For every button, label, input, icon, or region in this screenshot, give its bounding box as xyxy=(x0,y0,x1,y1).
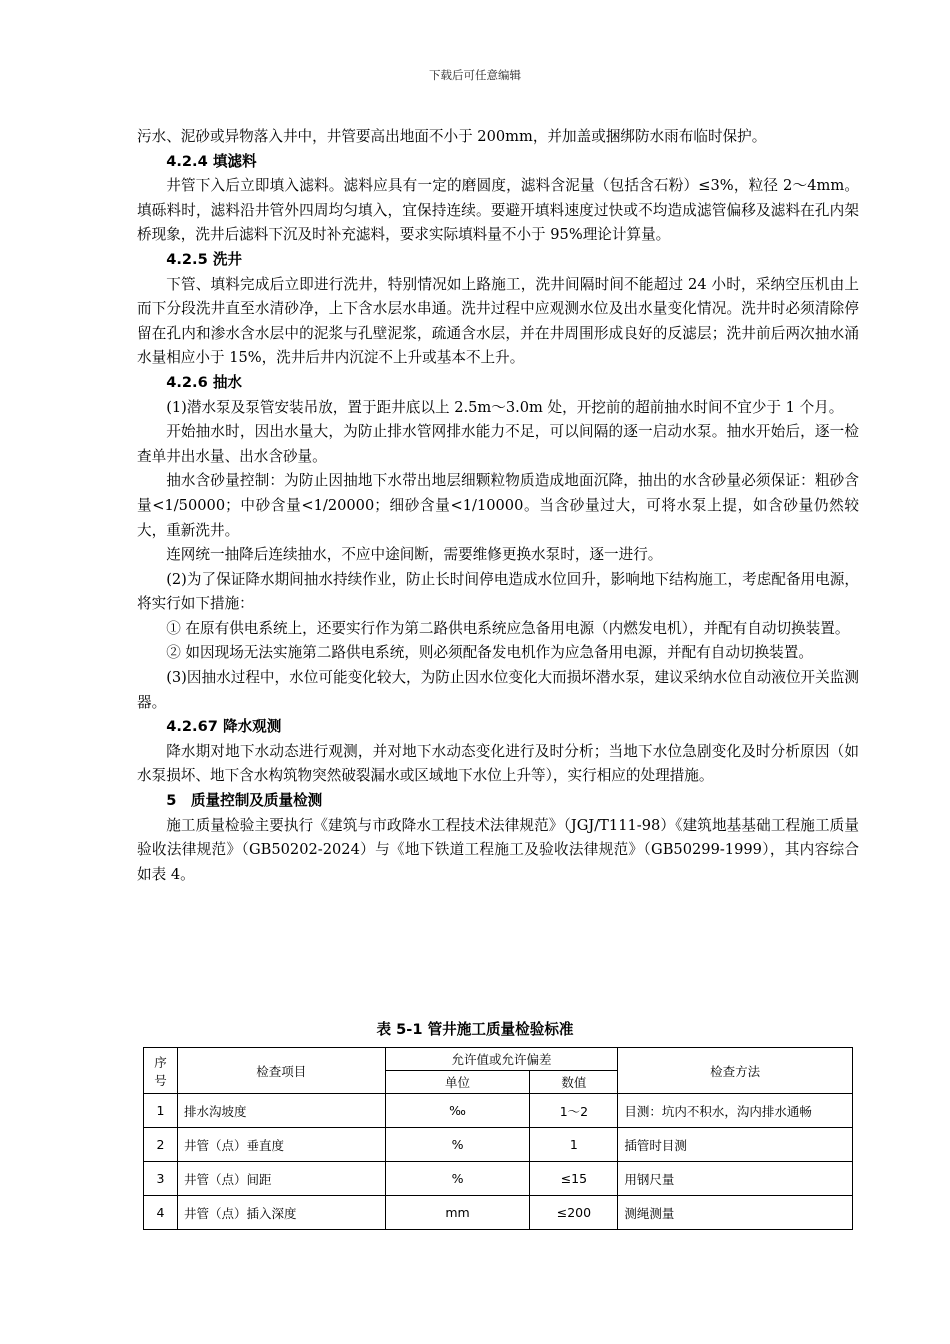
paragraph: 下管、填料完成后立即进行洗井，特别情况如上路施工，洗井间隔时间不能超过 24 小时，采纳空压机由上而下分段洗井直至水清砂净，上下含水层水串通。洗井过程中应观测水位及出水量变化情况。洗井时必须清除停留在孔内和渗水含水层中的泥浆与孔壁泥浆，疏通含水层，并在井周围形成良好的反滤层；洗井前后两次抽水涌水量相应小于 15%，洗井后井内沉淀不上升或基本不上升。 xyxy=(137,275,859,367)
cell-item: 排水沟坡度 xyxy=(177,1094,385,1128)
cell-method: 测绳测量 xyxy=(618,1196,853,1230)
section-heading-4-2-4: 4.2.4 填滤料 xyxy=(166,152,257,170)
header-unit: 单位 xyxy=(385,1071,530,1094)
page-header-note: 下载后可任意编辑 xyxy=(429,68,521,82)
section-heading-4-2-67: 4.2.67 降水观测 xyxy=(166,718,282,736)
paragraph: 井管下入后立即填入滤料。滤料应具有一定的磨圆度，滤料含泥量（包括含石粉）≤3%，粒径 2～4mm。填砾料时，滤料沿井管外四周均匀填入，宜保持连续。要避开填料速度过快或不均造成滤管偏移及滤料在孔内架桥现象，洗井后滤料下沉及时补充滤料，要求实际填料量不小于 95%理论计算量。 xyxy=(137,177,859,244)
paragraph: (1)潜水泵及泵管安装吊放，置于距井底以上 2.5m～3.0m 处，开挖前的超前抽水时间不宜少于 1 个月。 xyxy=(166,398,844,416)
header-no: 序号 xyxy=(144,1048,178,1094)
cell-value: 1 xyxy=(530,1128,618,1162)
cell-item: 井管（点）垂直度 xyxy=(177,1128,385,1162)
cell-value: ≤15 xyxy=(530,1162,618,1196)
cell-unit: ‰ xyxy=(385,1094,530,1128)
cell-method: 目测：坑内不积水，沟内排水通畅 xyxy=(618,1094,853,1128)
cell-no: 1 xyxy=(144,1094,178,1128)
body-text xyxy=(137,125,859,887)
cell-no: 2 xyxy=(144,1128,178,1162)
cell-no: 3 xyxy=(144,1162,178,1196)
quality-table xyxy=(143,1047,853,1230)
paragraph: 施工质量检验主要执行《建筑与市政降水工程技术法律规范》（JGJ/T111-98）《建筑地基基础工程施工质量验收法律规范》（GB50202-2024）与《地下铁道工程施工及验收法律规范》（GB50299-1999），其内容综合如表 4。 xyxy=(137,816,859,883)
cell-method: 用钢尺量 xyxy=(618,1162,853,1196)
header-item: 检查项目 xyxy=(177,1048,385,1094)
paragraph: 开始抽水时，因出水量大，为防止排水管网排水能力不足，可以间隔的逐一启动水泵。抽水开始后，逐一检查单井出水量、出水含砂量。 xyxy=(137,423,859,465)
cell-unit: % xyxy=(385,1162,530,1196)
table-row xyxy=(144,1196,853,1230)
table-row xyxy=(144,1094,853,1128)
paragraph: 连网统一抽降后连续抽水，不应中途间断，需要维修更换水泵时，逐一进行。 xyxy=(166,546,663,564)
cell-value: 1～2 xyxy=(530,1094,618,1128)
paragraph: 抽水含砂量控制：为防止因抽地下水带出地层细颗粒物质造成地面沉降，抽出的水含砂量必须保证：粗砂含量<1/50000；中砂含量<1/20000；细砂含量<1/10000。当含砂量过大，可将水泵上提，如含砂量仍然较大，重新洗井。 xyxy=(137,472,859,539)
header-value: 数值 xyxy=(530,1071,618,1094)
paragraph: (2)为了保证降水期间抽水持续作业，防止长时间停电造成水位回升，影响地下结构施工，考虑配备用电源，将实行如下措施： xyxy=(137,570,859,613)
section-heading-4-2-6: 4.2.6 抽水 xyxy=(166,373,243,391)
paragraph: 污水、泥砂或异物落入井中，井管要高出地面不小于 200mm，并加盖或捆绑防水雨布临时保护。 xyxy=(137,128,767,145)
paragraph: ① 在原有供电系统上，还要实行作为第二路供电系统应急备用电源（内燃发电机），并配有自动切换装置。 xyxy=(166,619,850,637)
table-row xyxy=(144,1128,853,1162)
table-title: 表 5-1 管井施工质量检验标准 xyxy=(376,1021,574,1038)
cell-unit: % xyxy=(385,1128,530,1162)
cell-item: 井管（点）间距 xyxy=(177,1162,385,1196)
cell-method: 插管时目测 xyxy=(618,1128,853,1162)
cell-unit: mm xyxy=(385,1196,530,1230)
section-heading-4-2-5: 4.2.5 洗井 xyxy=(166,250,243,268)
paragraph: ② 如因现场无法实施第二路供电系统，则必须配备发电机作为应急备用电源，并配有自动切换装置。 xyxy=(166,644,813,662)
paragraph: (3)因抽水过程中，水位可能变化较大，为防止因水位变化大而损坏潜水泵，建议采纳水位自动液位开关监测器。 xyxy=(137,669,859,711)
paragraph: 降水期对地下水动态进行观测，并对地下水动态变化进行及时分析；当地下水位急剧变化及时分析原因（如水泵损坏、地下含水构筑物突然破裂漏水或区域地下水位上升等），实行相应的处理措施。 xyxy=(137,742,859,785)
cell-no: 4 xyxy=(144,1196,178,1230)
table-header-row xyxy=(144,1048,853,1071)
cell-item: 井管（点）插入深度 xyxy=(177,1196,385,1230)
cell-value: ≤200 xyxy=(530,1196,618,1230)
table-row xyxy=(144,1162,853,1196)
header-allow: 允许值或允许偏差 xyxy=(385,1048,618,1071)
header-method: 检查方法 xyxy=(618,1048,853,1094)
section-heading-5: 5 质量控制及质量检测 xyxy=(166,792,323,810)
